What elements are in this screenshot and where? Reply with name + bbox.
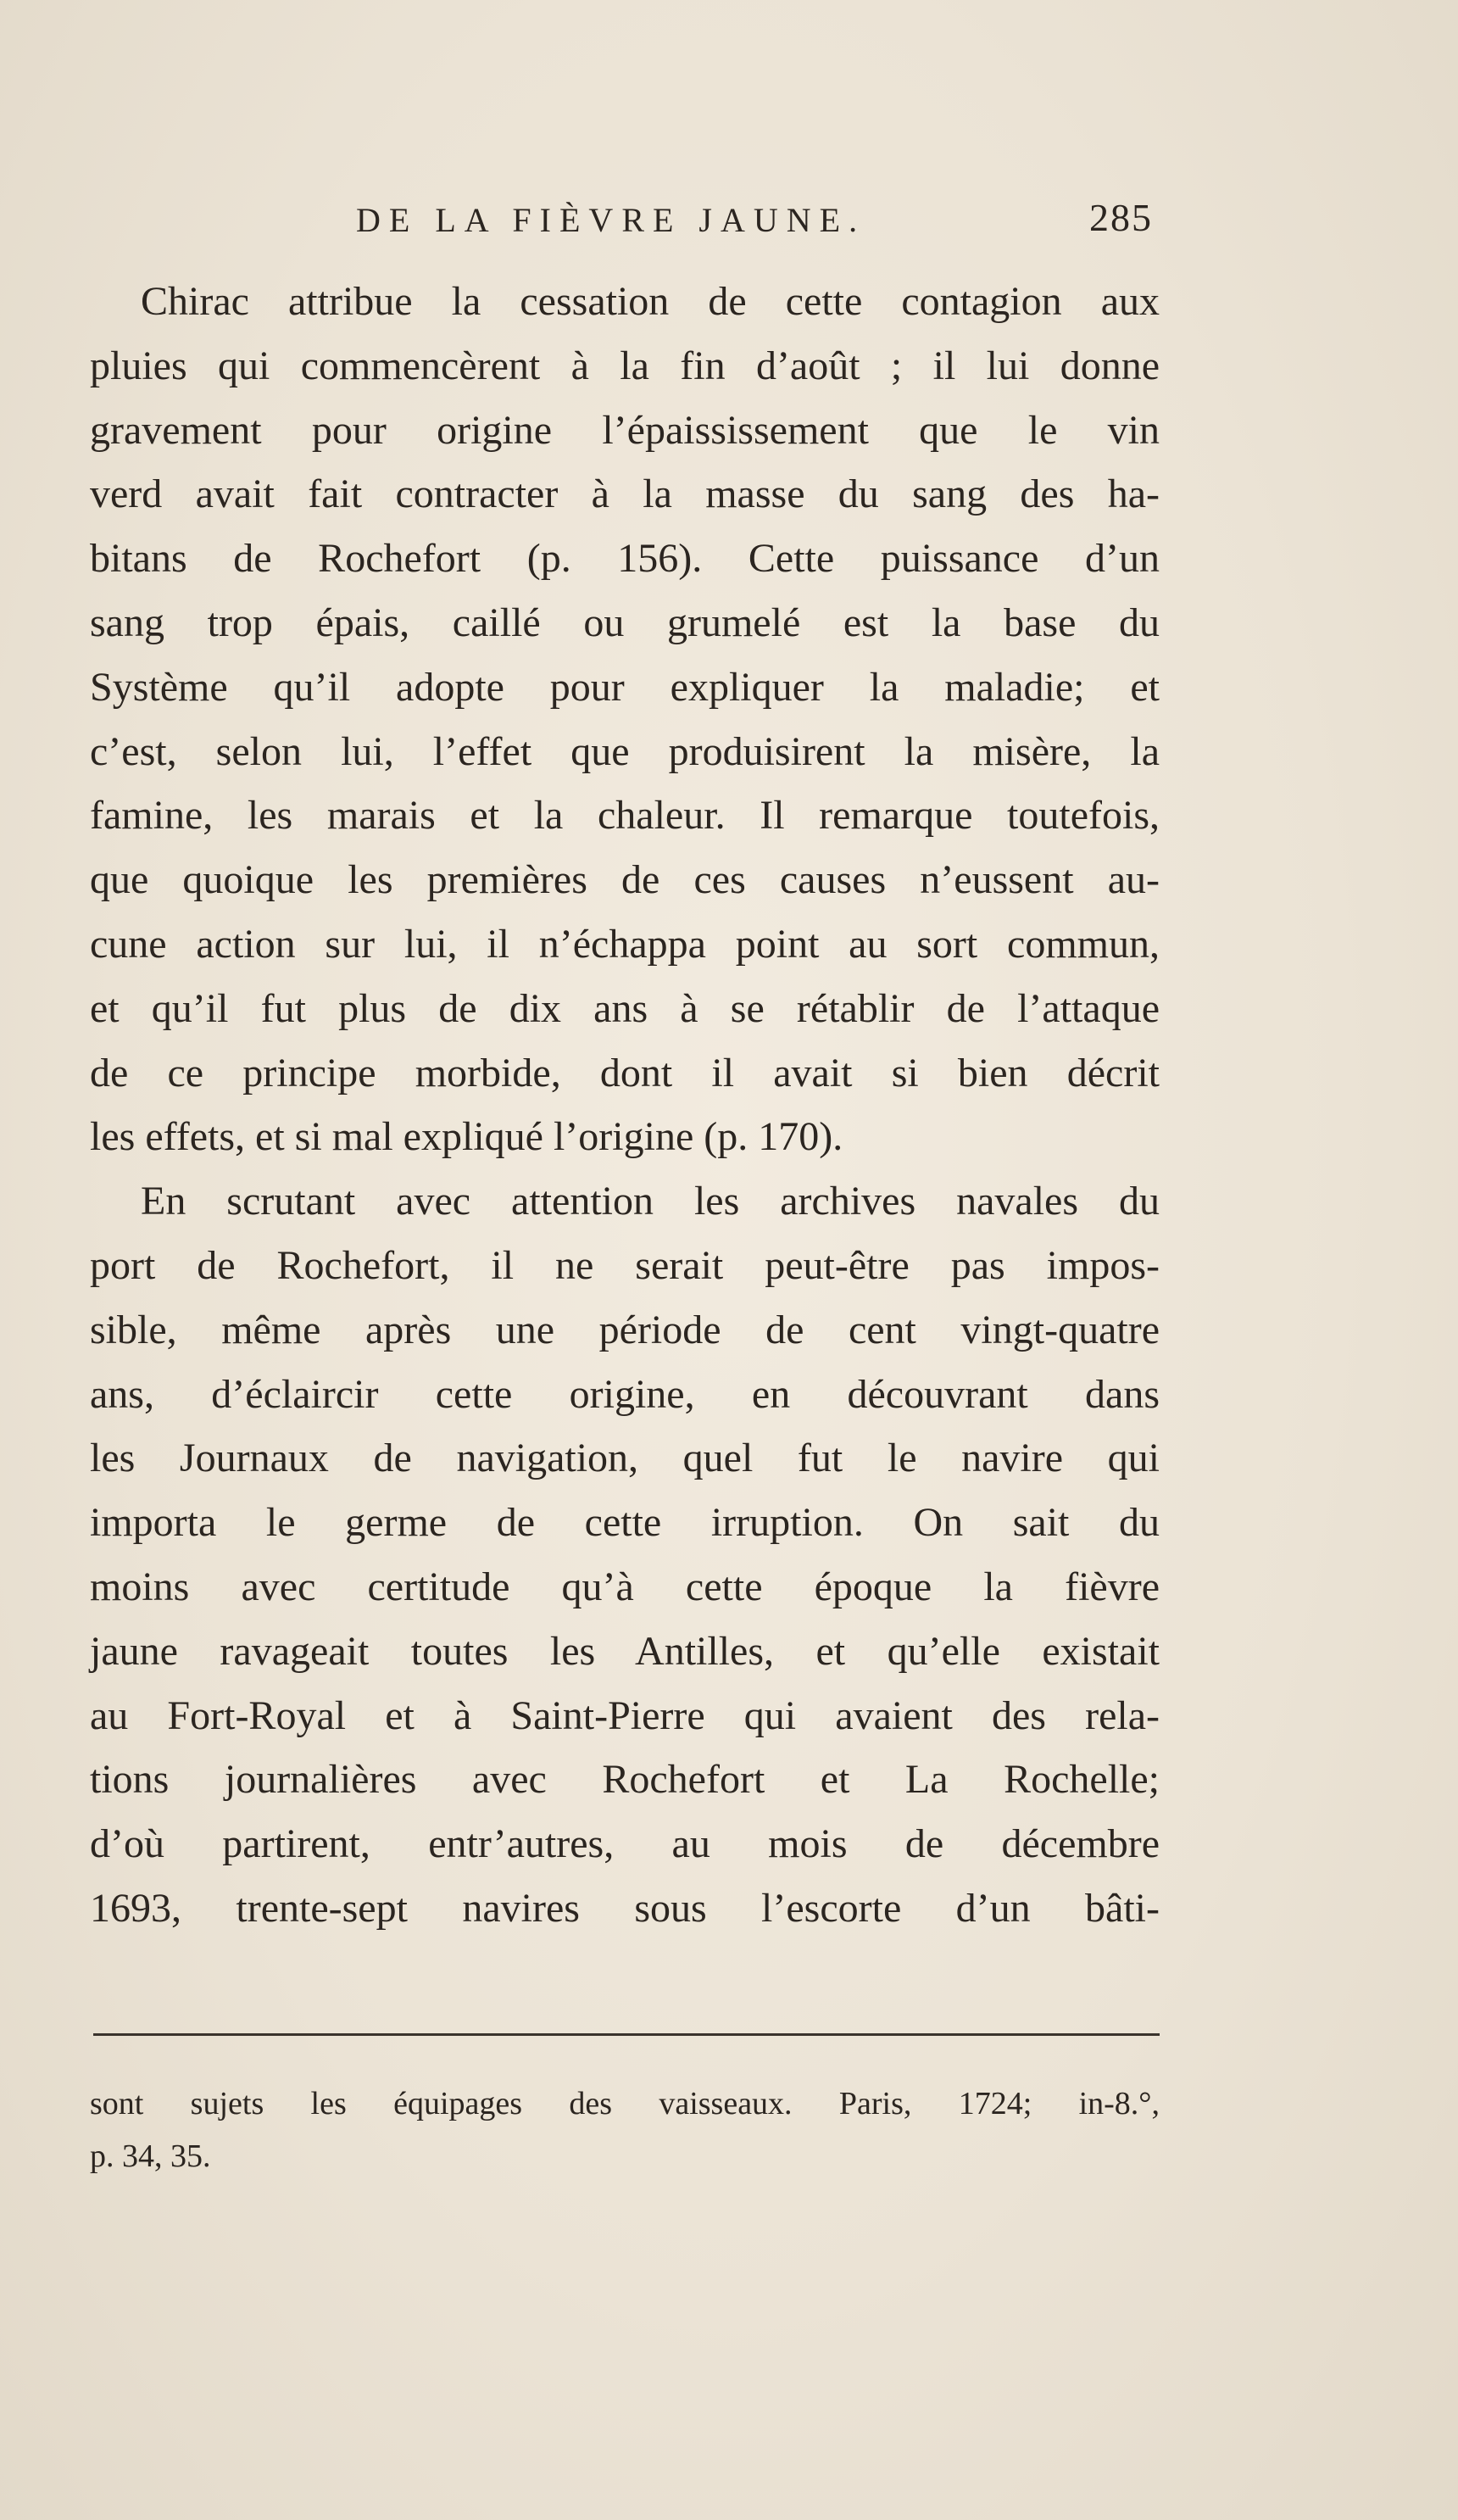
text-line: et qu’il fut plus de dix ans à se rétablir de l’attaque	[90, 985, 1160, 1031]
text-line: ans, d’éclaircir cette origine, en découvrant dans	[90, 1371, 1160, 1417]
text-line: que quoique les premières de ces causes n’eussent au-	[90, 857, 1160, 903]
text-line: pluies qui commencèrent à la fin d’août ; il lui donne	[90, 343, 1160, 388]
text-line: c’est, selon lui, l’effet que produisirent la misère, la	[90, 728, 1160, 774]
text-line: sang trop épais, caillé ou grumelé est la base du	[90, 599, 1160, 645]
text-line: port de Rochefort, il ne serait peut-être pas impos-	[90, 1242, 1160, 1288]
text-line: sible, même après une période de cent vingt-quatre	[90, 1307, 1160, 1352]
text-line: En scrutant avec attention les archives navales du	[141, 1179, 1160, 1224]
text-line: au Fort-Royal et à Saint-Pierre qui avaient des rela-	[90, 1692, 1160, 1738]
text-line: de ce principe morbide, dont il avait si bien décrit	[90, 1050, 1160, 1096]
page-number: 285	[1089, 196, 1153, 239]
running-title: DE LA FIÈVRE JAUNE.	[356, 201, 866, 239]
footnote	[90, 2077, 1160, 2183]
text-line: famine, les marais et la chaleur. Il remarque toutefois,	[90, 793, 1160, 839]
text-line: gravement pour origine l’épaississement que le vin	[90, 407, 1160, 453]
text-line: les Journaux de navigation, quel fut le navire qui	[90, 1436, 1160, 1481]
text-line: 1693, trente-sept navires sous l’escorte d’un bâti-	[90, 1885, 1160, 1931]
text-line: Chirac attribue la cessation de cette contagion aux	[141, 279, 1160, 324]
text-line: tions journalières avec Rochefort et La Rochelle;	[90, 1757, 1160, 1803]
footnote-line: sont sujets les équipages des vaisseaux. Paris, 1724; in-8.°,	[90, 2086, 1160, 2121]
footnote-line: p. 34, 35.	[90, 2138, 211, 2174]
text-line: les effets, et si mal expliqué l’origine (p. 170).	[90, 1114, 843, 1160]
page-header	[93, 196, 1153, 259]
text-line: jaune ravageait toutes les Antilles, et qu’elle existait	[90, 1628, 1160, 1674]
text-line: bitans de Rochefort (p. 156). Cette puissance d’un	[90, 536, 1160, 582]
text-line: Système qu’il adopte pour expliquer la maladie; et	[90, 664, 1160, 710]
text-line: importa le germe de cette irruption. On sait du	[90, 1500, 1160, 1546]
text-line: d’où partirent, entr’autres, au mois de décembre	[90, 1821, 1160, 1867]
text-line: moins avec certitude qu’à cette époque la fièvre	[90, 1564, 1160, 1609]
body-text	[90, 270, 1160, 1941]
footnote-divider	[93, 2033, 1160, 2036]
text-line: verd avait fait contracter à la masse du sang des ha-	[90, 471, 1160, 517]
text-line: cune action sur lui, il n’échappa point au sort commun,	[90, 921, 1160, 967]
